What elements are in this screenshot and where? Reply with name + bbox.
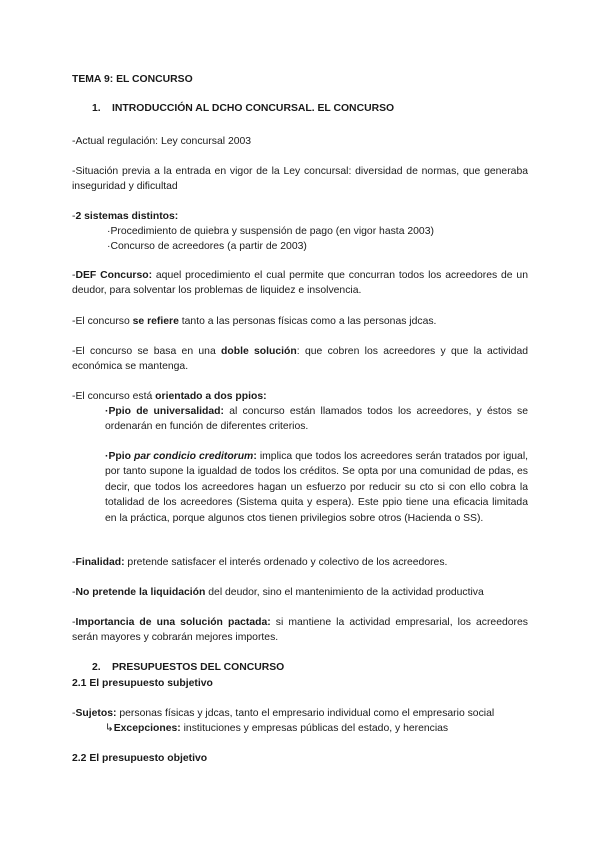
text: ·Ppio: [105, 451, 135, 462]
paragraph-def-concurso: [72, 268, 528, 299]
text: : que cobren los acreedores y que la actividad económica se mantenga.: [72, 346, 528, 373]
text: -El concurso: [72, 316, 133, 327]
def-text: aquel procedimiento el cual permite que concurran todos los acreedores de un deudor, para solventar los problemas de liquidez e insolvencia.: [72, 270, 528, 297]
ppios-label: orientado a dos ppios:: [155, 391, 267, 402]
section-2-number: 2.: [92, 662, 101, 673]
paragraph-situacion-previa: -Situación previa a la entrada en vigor de la Ley concursal: diversidad de normas, que generaba inseguridad y dificultad: [72, 166, 528, 193]
excepciones-label: Excepciones:: [113, 723, 181, 734]
ppio-par-label: [105, 451, 257, 462]
sistemas-label: 2 sistemas distintos:: [75, 211, 179, 222]
text: personas físicas y jdcas, tanto el empresario individual como el empresario social: [116, 708, 495, 719]
section-1-heading: [92, 101, 528, 116]
list-item: ·Concurso de acreedores (a partir de 2003): [107, 241, 307, 252]
text: al concurso están llamados todos los acreedores, y éstos se ordenarán en función de diferentes criterios.: [105, 406, 528, 433]
section-1-title: INTRODUCCIÓN AL DCHO CONCURSAL. EL CONCURSO: [112, 103, 395, 114]
paragraph-se-refiere: [72, 314, 528, 329]
section-2-title: PRESUPUESTOS DEL CONCURSO: [112, 662, 285, 673]
prefix: -: [72, 270, 76, 281]
text: del deudor, sino el mantenimiento de la actividad productiva: [205, 587, 484, 598]
text: instituciones y empresas públicas del estado, y herencias: [180, 723, 449, 734]
paragraph-excepciones: [105, 721, 528, 736]
text: :: [253, 451, 257, 462]
prefix: -: [72, 211, 76, 222]
ppio-universalidad: [105, 404, 528, 435]
paragraph-ppios: [72, 389, 528, 404]
section-1-number: 1.: [92, 103, 101, 114]
paragraph-doble-solucion: [72, 344, 528, 375]
paragraph-sujetos: [72, 706, 528, 721]
text: -El concurso se basa en una: [72, 346, 222, 357]
text: -El concurso está: [72, 391, 156, 402]
def-label: DEF Concurso:: [75, 270, 153, 281]
se-refiere-label: se refiere: [132, 316, 179, 327]
list-item: ·Procedimiento de quiebra y suspensión de pago (en vigor hasta 2003): [107, 226, 434, 237]
prefix: -: [72, 708, 76, 719]
document-title: TEMA 9: EL CONCURSO: [72, 74, 193, 85]
ppio-universalidad-label: ·Ppio de universalidad:: [105, 406, 224, 417]
paragraph-solucion-pactada: [72, 615, 528, 646]
paragraph-sistemas: [72, 209, 528, 224]
subsection-2-2-heading: 2.2 El presupuesto objetivo: [72, 753, 208, 764]
finalidad-label: Finalidad:: [75, 557, 125, 568]
prefix: -: [72, 587, 76, 598]
liquidacion-label: No pretende la liquidación: [75, 587, 206, 598]
doble-solucion-label: doble solución: [221, 346, 297, 357]
text: tanto a las personas físicas como a las personas jdcas.: [178, 316, 437, 327]
text: si mantiene la actividad empresarial, los acreedores serán mayores y cobrarán mejores importes.: [72, 617, 528, 644]
solucion-pactada-label: Importancia de una solución pactada:: [75, 617, 271, 628]
prefix: -: [72, 557, 76, 568]
arrow-icon: ↳: [105, 723, 114, 734]
subsection-2-1-heading: 2.1 El presupuesto subjetivo: [72, 678, 213, 689]
ppio-par-condicio: [105, 449, 528, 526]
paragraph-liquidacion: [72, 585, 528, 600]
sujetos-label: Sujetos:: [75, 708, 117, 719]
text: pretende satisfacer el interés ordenado y colectivo de los acreedores.: [124, 557, 448, 568]
section-2-heading: [92, 660, 528, 675]
prefix: -: [72, 617, 76, 628]
paragraph-regulacion: -Actual regulación: Ley concursal 2003: [72, 136, 252, 147]
text: implica que todos los acreedores serán tratados por igual, por tanto supone la igualdad de todos los créditos. Se opta por una comunidad de pdas, es decir, que todos los acreedores hagan un esfuerzo por reducir su cto si con ello cobra la totalidad de los acreedores (Sistema quita y espera). Este ppio tiene una eficacia limitada en la práctica, porque algunos ctos tienen privilegios sobre otros (Hacienda o SS).: [105, 451, 529, 524]
latin-term: par condicio creditorum: [134, 451, 254, 462]
paragraph-finalidad: [72, 555, 528, 570]
